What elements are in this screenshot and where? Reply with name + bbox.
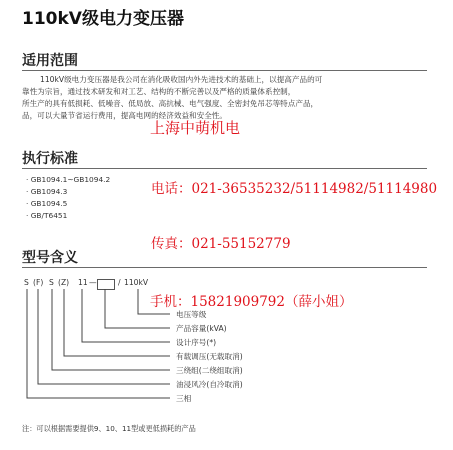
section-heading-standards: 执行标准: [22, 151, 78, 167]
company-name-overlay: 上海中萌机电: [150, 119, 241, 137]
standard-item: · GB1094.3: [26, 187, 68, 196]
standard-item: · GB1094.1~GB1094.2: [26, 175, 111, 184]
scope-line: 靠性为宗旨，通过技术研发和对工艺、结构的不断完善以及严格的质量体系控制，: [22, 87, 296, 96]
model-voltage: 110kV: [124, 278, 149, 287]
model-design-number: 11: [78, 278, 88, 287]
label-voltage: 电压等级: [176, 310, 207, 319]
connector-phase: [27, 289, 170, 398]
model-letter-s2: S: [49, 278, 54, 287]
model-letter-s: S: [24, 278, 29, 287]
phone-overlay: 电话：021-36535232/51114982/51114980: [151, 181, 438, 197]
model-letter-f: (F): [33, 278, 44, 287]
label-three-winding: 三绕组(二绕组取消): [176, 366, 243, 375]
label-onload-tap: 有载调压(无载取消): [176, 352, 243, 361]
model-dash: —: [89, 278, 97, 287]
connector-design: [82, 289, 170, 342]
footnote: 注：可以根据需要提供9、10、11型或更低损耗的产品: [22, 424, 196, 433]
connector-onload: [64, 289, 170, 356]
model-letter-z: (Z): [58, 278, 70, 287]
scope-line: 品，可以大量节省运行费用，提高电网的经济效益和安全性。: [22, 111, 228, 120]
scope-line: 所生产的具有低损耗、低噪音、低局放、高抗械、电气强度、全密封免吊芯等特点产品，: [22, 99, 319, 108]
mobile-overlay: 手机：15821909792（薛小姐）: [150, 294, 353, 310]
section-heading-model: 型号含义: [22, 250, 78, 266]
label-three-phase: 三相: [176, 394, 192, 403]
scope-line: 110kV级电力变压器是我公司在消化吸收国内外先进技术的基础上，以提高产品的可: [40, 75, 323, 84]
standard-item: · GB/T6451: [26, 211, 68, 220]
section-heading-scope: 适用范围: [22, 53, 78, 69]
label-design-number: 设计序号(*): [176, 338, 217, 347]
connector-voltage: [138, 289, 170, 314]
model-slash: /: [118, 278, 121, 287]
standard-item: · GB1094.5: [26, 199, 68, 208]
page-title: 110kV级电力变压器: [22, 9, 184, 29]
connector-winding: [52, 289, 170, 370]
label-capacity: 产品容量(kVA): [176, 324, 227, 333]
label-oil-cooling: 油浸风冷(自冷取消): [176, 380, 243, 389]
fax-overlay: 传真：021-55152779: [151, 236, 291, 252]
